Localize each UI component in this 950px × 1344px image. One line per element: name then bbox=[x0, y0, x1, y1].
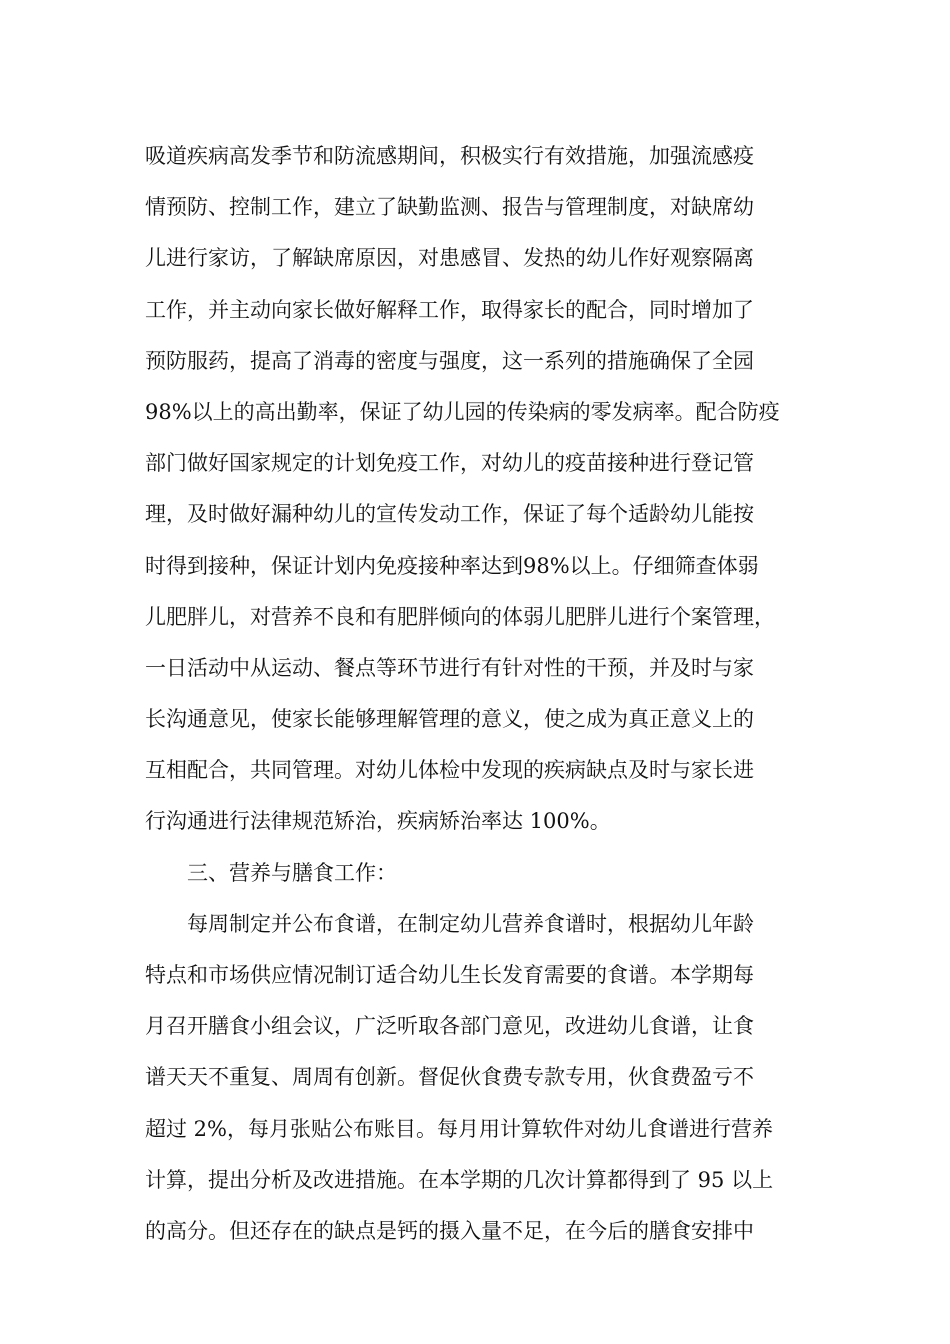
text-line: 部门做好国家规定的计划免疫工作，对幼儿的疫苗接种进行登记管 bbox=[145, 451, 754, 476]
section-heading: 三、营养与膳食工作： bbox=[187, 860, 397, 885]
text-line: 情预防、控制工作，建立了缺勤监测、报告与管理制度，对缺席幼 bbox=[145, 195, 754, 220]
text-line: 每周制定并公布食谱，在制定幼儿营养食谱时，根据幼儿年龄 bbox=[187, 911, 754, 936]
text-line: 行沟通进行法律规范矫治，疾病矫治率达 100%。 bbox=[145, 809, 611, 834]
body-text bbox=[145, 131, 825, 1257]
text-line: 的高分。但还存在的缺点是钙的摄入量不足，在今后的膳食安排中 bbox=[145, 1218, 754, 1243]
text-line: 计算，提出分析及改进措施。在本学期的几次计算都得到了 95 以上 bbox=[145, 1167, 774, 1192]
text-line: 预防服药，提高了消毒的密度与强度，这一系列的措施确保了全园 bbox=[145, 348, 754, 373]
text-line: 互相配合，共同管理。对幼儿体检中发现的疾病缺点及时与家长进 bbox=[145, 758, 754, 783]
text-line: 儿肥胖儿，对营养不良和有肥胖倾向的体弱儿肥胖儿进行个案管理， bbox=[145, 604, 775, 629]
text-line: 超过 2%，每月张贴公布账目。每月用计算软件对幼儿食谱进行营养 bbox=[145, 1116, 773, 1141]
text-line: 98%以上的高出勤率，保证了幼儿园的传染病的零发病率。配合防疫 bbox=[145, 399, 780, 424]
text-line: 一日活动中从运动、餐点等环节进行有针对性的干预，并及时与家 bbox=[145, 655, 754, 680]
text-line: 吸道疾病高发季节和防流感期间，积极实行有效措施，加强流感疫 bbox=[145, 144, 754, 168]
text-line: 时得到接种，保证计划内免疫接种率达到98%以上。仔细筛查体弱 bbox=[145, 553, 759, 578]
text-line: 工作，并主动向家长做好解释工作，取得家长的配合，同时增加了 bbox=[145, 297, 754, 322]
text-line: 特点和市场供应情况制订适合幼儿生长发育需要的食谱。本学期每 bbox=[145, 963, 754, 987]
text-line: 谱天天不重复、周周有创新。督促伙食费专款专用，伙食费盈亏不 bbox=[145, 1065, 754, 1090]
text-line: 长沟通意见，使家长能够理解管理的意义，使之成为真正意义上的 bbox=[145, 707, 754, 732]
text-line: 儿进行家访，了解缺席原因，对患感冒、发热的幼儿作好观察隔离 bbox=[145, 246, 754, 271]
text-line: 理，及时做好漏种幼儿的宣传发动工作，保证了每个适龄幼儿能按 bbox=[145, 502, 754, 527]
text-line: 月召开膳食小组会议，广泛听取各部门意见，改进幼儿食谱，让食 bbox=[145, 1014, 754, 1039]
